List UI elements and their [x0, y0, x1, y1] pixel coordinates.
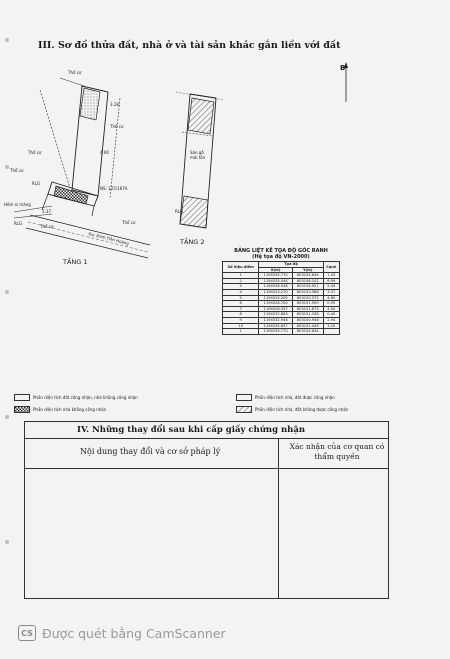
cell-y: 603150.946: [292, 317, 323, 323]
cell-x: 1194523.270: [259, 289, 293, 295]
cell-point: 8: [223, 312, 259, 318]
cell-point: 6: [223, 301, 259, 307]
coordinate-table-subtitle: (Hệ tọa độ VN-2000): [252, 254, 310, 260]
cell-x: 1194535.847: [259, 323, 293, 329]
cell-edge: 5.44: [323, 284, 339, 290]
cell-y: 603154.921: [292, 284, 323, 290]
watermark-text: Được quét bằng CamScanner: [42, 625, 226, 641]
cell-x: 1194532.883: [259, 312, 293, 318]
cell-x: 1194532.946: [259, 317, 293, 323]
header-x: X(m): [259, 267, 293, 273]
changes-section: [24, 421, 389, 599]
cell-y: 603151.338: [292, 312, 323, 318]
camscanner-watermark: [18, 625, 226, 641]
col-change-content: Nội dung thay đổi và cơ sở pháp lý: [80, 447, 221, 456]
legend-swatch-plain: [14, 394, 30, 401]
cell-point: 5: [223, 295, 259, 301]
legend-swatch-plain: [236, 394, 252, 401]
dimension-label: 4.60: [100, 150, 109, 155]
cell-x: 1194524.205: [259, 295, 293, 301]
rlg-label: RLG: [175, 209, 184, 214]
legend-text: Phần diện tích nhà, đất không được công nhận: [255, 407, 349, 412]
section-title: III. Sơ đồ thửa đất, nhà ở và tài sản khác gắn liền với đất: [38, 40, 341, 51]
cell-y: 603154.644: [292, 273, 323, 279]
cell-edge: 6.99: [323, 278, 339, 284]
cell-point: 2: [223, 278, 259, 284]
legend-text: Phần diện tích nhà không công nhận: [33, 407, 107, 412]
coordinate-table-block: [222, 248, 340, 335]
cell-x: 1194528.700: [259, 301, 293, 307]
cell-edge: 0.40: [323, 312, 339, 318]
tho-cu-label: Thổ cư: [110, 124, 124, 129]
cell-edge: 3.37: [323, 289, 339, 295]
alley-label: Hẻm xi măng: [4, 202, 31, 207]
cell-y: 603151.673: [292, 306, 323, 312]
cell-y: 603156.102: [292, 278, 323, 284]
floor2-plan: [176, 92, 224, 228]
cell-x: 1194535.770: [259, 273, 293, 279]
dimension-label: 3.28: [110, 102, 119, 107]
legend-text: Phần diện tích đất công nhận, nhà không công nhận: [33, 395, 138, 400]
header-edge: Cạnh: [323, 262, 339, 273]
camscanner-logo-icon: CS: [18, 625, 36, 641]
cell-edge: 4.60: [323, 295, 339, 301]
cell-x: 1194528.548: [259, 284, 293, 290]
cell-y: 603153.588: [292, 289, 323, 295]
cell-point: 7: [223, 306, 259, 312]
cell-y: 603151.590: [292, 301, 323, 307]
legend-text: Phần diện tích nhà, đất được công nhận: [255, 395, 335, 400]
cell-point: 1: [223, 329, 259, 335]
cell-point: 1: [223, 273, 259, 279]
changes-title: IV. Những thay đổi sau khi cấp giấy chứng nhận: [77, 425, 306, 435]
changes-title-row: [25, 422, 388, 439]
cell-y: 603150.372: [292, 295, 323, 301]
coordinate-table: [222, 261, 340, 335]
north-letter: B: [340, 64, 346, 72]
cell-x: 1194528.337: [259, 306, 293, 312]
rlg-label: RLG: [32, 181, 41, 186]
cell-edge: 0.95: [323, 301, 339, 307]
rlg-label: RLG: [14, 221, 23, 226]
cell-point: 4: [223, 289, 259, 295]
cell-point: 9: [223, 317, 259, 323]
floor1-plan: [14, 78, 150, 258]
legend-item: [14, 394, 138, 401]
floor2-label: TẦNG 2: [180, 238, 205, 246]
changes-header-row: [25, 439, 388, 469]
legend-item: [236, 394, 335, 401]
cell-x: 1194535.444: [259, 278, 293, 284]
road-label: Đư. Đinh Tiên Hoàng: [88, 231, 130, 246]
cell-edge: 1.43: [323, 273, 339, 279]
dimension-label: 3.37: [42, 209, 51, 214]
column-divider: [278, 439, 279, 599]
legend: [14, 394, 414, 416]
legend-item: [236, 406, 348, 413]
cell-x: 1194535.770: [259, 329, 293, 335]
col-authority-confirmation: Xác nhận của cơ quan có thẩm quyền: [289, 442, 385, 461]
tho-cu-label: Thổ cư: [40, 224, 54, 229]
legend-swatch-hatched: [236, 406, 252, 413]
header-coords: Tọa độ: [259, 262, 323, 268]
legend-item: [14, 406, 106, 413]
cell-edge: 3.20: [323, 323, 339, 329]
tho-cu-label: Thổ cư: [28, 150, 42, 155]
legend-swatch-checkered: [14, 406, 30, 413]
parcel-number: NS: 125/187A: [100, 186, 128, 191]
tho-cu-label: Thổ cư: [10, 168, 24, 173]
header-y: Y(m): [292, 267, 323, 273]
floor2-note: Sàn gỗ mái tôn: [190, 150, 206, 160]
floor1-label: TẦNG 1: [63, 258, 88, 266]
cell-y: 603154.644: [292, 329, 323, 335]
cell-edge: 2.94: [323, 317, 339, 323]
cell-edge: [323, 329, 339, 335]
cell-point: 10: [223, 323, 259, 329]
cell-point: 3: [223, 284, 259, 290]
coordinate-row: [223, 329, 340, 335]
tho-cu-label: Thổ cư: [68, 70, 82, 75]
cell-y: 603151.446: [292, 323, 323, 329]
coordinate-table-title: BẢNG LIỆT KÊ TỌA ĐỘ GÓC RANH: [234, 248, 328, 254]
header-point: Số hiệu điểm: [223, 262, 259, 273]
tho-cu-label: Thổ cư: [122, 220, 136, 225]
cell-edge: 4.00: [323, 306, 339, 312]
